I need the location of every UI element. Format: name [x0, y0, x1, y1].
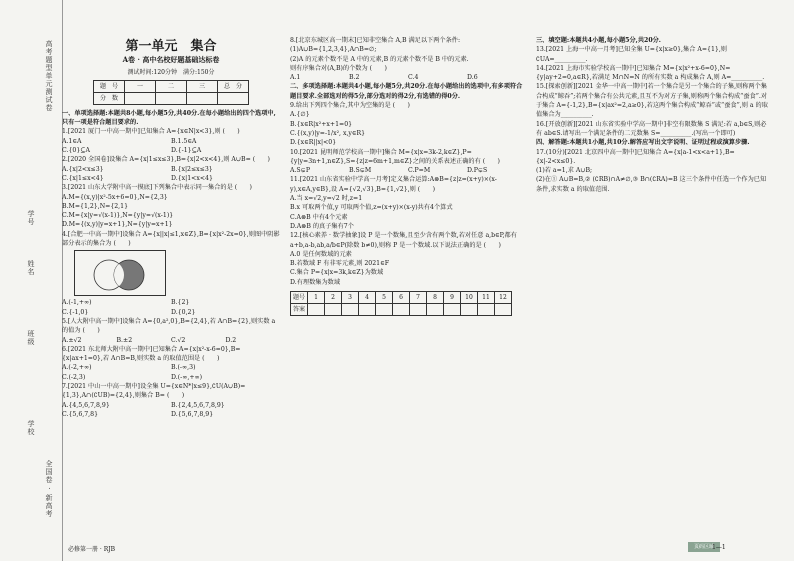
answer-table-cell: 11 — [478, 292, 495, 304]
option-item: C.4 — [408, 74, 419, 82]
answer-input-cell[interactable] — [427, 304, 444, 316]
question-line: A.当 x=√2,y=√2 时,z=1 — [290, 195, 363, 203]
page-title: 第一单元 集合 — [125, 39, 217, 54]
score-cell: 题 号 — [94, 80, 125, 92]
question-line: A.{∅} — [290, 111, 310, 119]
question-line: (2)A 的元素个数不是 A 中的元素,B 的元素个数不是 B 中的元素. — [290, 55, 469, 63]
answer-options — [62, 336, 280, 345]
question-stem: 1.[2021 厦门一中高一期中]已知集合 A={x∈N|x<3},则 ( ) — [62, 128, 240, 136]
section-heading: 二、多项选择题:本题共4小题,每小题5分,共20分.在每小题给出的选项中,有多项符合题目要求.全部选对的得5分,部分选对的得2分,有选错的得0分. — [290, 83, 523, 100]
option-item: A.1∈A — [62, 137, 82, 145]
question-line: C.{(x,y)|y=-1/x², x,y∈R} — [290, 129, 366, 137]
option-item: C.P=M — [408, 167, 431, 175]
answer-input-cell[interactable] — [478, 304, 495, 316]
score-input-cell[interactable] — [125, 92, 156, 104]
option-item: A.±√2 — [62, 336, 82, 344]
column-3-questions — [536, 36, 770, 194]
question-line: C.M={x|y=√(x-1)},N={y|y=√(x-1)} — [62, 212, 174, 220]
answer-input-cell[interactable] — [461, 304, 478, 316]
answer-options — [290, 73, 526, 82]
answer-table-cell: 5 — [376, 292, 393, 304]
option-item: A.{4,5,6,7,8,9} — [62, 401, 110, 409]
question-line: B.若数域 F 有非零元素,则 2021∈F — [290, 260, 389, 268]
answer-options — [62, 165, 280, 184]
venn-diagram — [74, 250, 166, 296]
option-item: C.{x|1≤x<4} — [62, 174, 104, 182]
option-item: C.√2 — [171, 336, 186, 344]
section-heading: 四、解答题:本题共1小题,共10分.解答应写出文字说明、证明过程或演算步骤. — [536, 139, 750, 147]
answer-input-cell[interactable] — [325, 304, 342, 316]
answer-input-cell[interactable] — [376, 304, 393, 316]
option-item: D.{-1}⊆A — [171, 147, 202, 155]
question-stem: 7.[2021 中山一中高一期中]设全集 U={x∈N*|x≤9},∁U(A∪B)={1,3},A∩(∁UB)={2,4},则集合 B= ( ) — [62, 383, 246, 400]
answer-table-cell: 答案 — [291, 304, 308, 316]
answer-options — [62, 401, 280, 420]
answer-table — [290, 291, 512, 316]
option-item: A.(-2,+∞) — [62, 364, 92, 372]
option-item: D.P⊊S — [467, 167, 488, 175]
column-2-questions — [290, 36, 526, 287]
answer-table-cell: 10 — [461, 292, 478, 304]
option-item: B.{x|2≤x≤3} — [171, 165, 213, 173]
option-item: C.{-1,0} — [62, 308, 89, 316]
score-input-cell[interactable] — [218, 92, 249, 104]
answer-input-cell[interactable] — [410, 304, 427, 316]
binding-margin — [0, 0, 63, 561]
question-line: D.M={(x,y)|y=x+1},N={y|y=x+1} — [62, 221, 173, 229]
question-line: D.A⊗B 的真子集有7个 — [290, 222, 354, 230]
question-line: (1)若 a=1,求 A∪B; — [536, 167, 593, 175]
side-footer-label: 全国卷 · 新高考 — [45, 460, 53, 518]
question-line: (2)在① A∪B=B,② (∁RB)∩A≠∅,③ B∩(∁RA)=B 这三个条件中任选一个作为已知条件,求实数 a 的取值范围. — [536, 176, 767, 193]
question-line: 则有序集合对(A,B)的个数为 ( ) — [290, 64, 387, 72]
question-line: B.x 可取两个值,y 可取两个值,z=(x+y)×(x-y)共有4个算式 — [290, 204, 453, 212]
option-item: A.(-1,+∞) — [62, 299, 92, 307]
question-line: C.集合 P={x|x=3k,k∈Z}为数域 — [290, 269, 384, 277]
question-line: C.A⊗B 中有4个元素 — [290, 213, 348, 221]
question-stem: 8.[北京东城区高一期末]已知非空集合 A,B 满足以下两个条件: — [290, 37, 461, 44]
option-item: A.1 — [290, 74, 301, 82]
question-line: (1)A∪B={1,2,3,4},A∩B=∅; — [290, 46, 377, 54]
column-3 — [536, 36, 770, 194]
option-item: D.(-∞,+∞) — [171, 373, 203, 381]
answer-table-cell: 4 — [359, 292, 376, 304]
option-item: A.{x|2<x≤3} — [62, 165, 104, 173]
option-item: B.1.5∈A — [171, 137, 197, 145]
score-cell: 二 — [156, 80, 187, 92]
page-number: 1—1 — [712, 544, 726, 551]
option-item: B.S⊊M — [349, 167, 372, 175]
score-input-cell[interactable] — [187, 92, 218, 104]
footer-edition: 必修第一册 · RJB — [68, 546, 116, 553]
score-table — [93, 80, 249, 105]
option-item: D.2 — [225, 336, 237, 344]
column-1-questions — [62, 109, 280, 419]
answer-options — [62, 298, 280, 317]
option-item: D.6 — [467, 74, 478, 82]
paper-subtitle: A卷 · 高中名校好题基础达标卷 — [122, 55, 220, 65]
option-item: B.±2 — [116, 336, 133, 344]
option-item: D.{0,2} — [171, 308, 196, 316]
venn-svg — [75, 251, 165, 295]
option-item: C.{5,6,7,8} — [62, 410, 99, 418]
answer-table-cell: 题号 — [291, 292, 308, 304]
score-cell: 总 分 — [218, 80, 249, 92]
option-item: D.{5,6,7,8,9} — [171, 410, 214, 418]
question-stem: 3.[2021 山东大学附中高一摸底]下列集合中表示同一集合的是 ( ) — [62, 184, 252, 192]
section-heading: 一、单项选择题:本题共8小题,每小题5分,共40分.在每小题给出的四个选项中,只有一项是符合题目要求的. — [62, 109, 276, 127]
answer-input-cell[interactable] — [444, 304, 461, 316]
option-item: A.S⊊P — [290, 167, 311, 175]
score-input-cell[interactable] — [156, 92, 187, 104]
question-line: D.{x∈R||x|<0} — [290, 139, 337, 147]
answer-input-cell[interactable] — [393, 304, 410, 316]
question-stem: 2.[2020 全国卷]设集合 A={x|1≤x≤3},B={x|2<x<4},则 A∪B= ( ) — [62, 156, 270, 164]
answer-table-cell: 9 — [444, 292, 461, 304]
question-stem: 5.[人大附中高一期中]设集合 A={0,a²,0},B={2,4},若 A∩B={2},则实数 a 的值为 ( ) — [62, 317, 276, 335]
question-stem: 9.给出下列四个集合,其中为空集的是 ( ) — [290, 102, 410, 110]
side-label-school: 学校 — [27, 420, 35, 436]
question-line: A.0 是任何数域的元素 — [290, 250, 352, 258]
question-stem: 13.[2021 上海一中高一月考]已知全集 U={x|x≥0},集合 A={1},则 ∁UA=__________. — [536, 46, 727, 63]
answer-table-cell: 12 — [495, 292, 512, 304]
answer-table-cell: 3 — [342, 292, 359, 304]
option-item: B.(-∞,3) — [171, 364, 196, 372]
question-stem: 14.[2021 上海市实验学校高一期中]已知集合 M={x|x²+x-6=0},N={y|ay+2=0,a∈R},若满足 M∩N=N 的所有实数 a 构成集合 A,则 A=__________. — [536, 64, 765, 82]
question-stem: 15.[探索创新][2021 金华一中高一期中]若一个集合是另一个集合的子集,则称两个集合构成“鲸吞”;若两个集合有公共元素,且互不为对方子集,则称两个集合构成“蚕食”.对于集合 A={-1,2},B={x|ax²=2,a≥0},若这两个集合构成“鲸吞”或“蚕食”,则 a 的取值集合为__________. — [536, 83, 768, 119]
question-line: D.有理数集为数域 — [290, 278, 341, 286]
question-stem: 16.[开放创新][2021 山东省实验中学高一期中]非空有限数集 S 满足:若 a,b∈S,则必有 ab∈S.请写出一个满足条件的二元数集 S=__________.(写出一个即可) — [536, 120, 767, 137]
option-item: B.2 — [349, 74, 360, 82]
column-1 — [62, 36, 280, 419]
score-cell: 分 数 — [94, 92, 125, 104]
answer-input-cell[interactable] — [308, 304, 325, 316]
option-item: B.{2} — [171, 299, 190, 307]
answer-table-cell: 8 — [427, 292, 444, 304]
score-cell: 三 — [187, 80, 218, 92]
option-item: B.{2,4,5,6,7,8,9} — [171, 401, 225, 409]
answer-input-cell[interactable] — [359, 304, 376, 316]
answer-table-cell: 2 — [325, 292, 342, 304]
score-cell: 一 — [125, 80, 156, 92]
answer-input-cell[interactable] — [495, 304, 512, 316]
question-stem: 11.[2021 山东省实验中学高一月考]定义集合运算:A⊗B={z|z=(x+y)×(x-y),x∈A,y∈B},设 A={√2,√3},B={1,√2},则 ( ) — [290, 176, 497, 193]
side-label-class: 班级 — [27, 330, 35, 346]
question-stem: 10.[2021 昆明师范学校高一期中]集合 M={x|x=3k-2,k∈Z},P={y|y=3n+1,n∈Z},S={z|z=6m+1,m∈Z}之间的关系表述正确的有 ( ) — [290, 148, 500, 165]
column-2 — [290, 36, 526, 316]
side-label-name: 姓名 — [27, 260, 35, 276]
question-stem: 4.[合肥一中高一期中]设集合 A={x||x|≤1,x∈Z},B={x|x²-2x=0},则图中阴影部分表示的集合为 ( ) — [62, 230, 280, 248]
option-item: C.{0}⊆A — [62, 147, 90, 155]
question-line: B.M={1,2},N={2,1} — [62, 202, 129, 210]
question-stem: 6.[2021 东北师大附中高一期中]已知集合 A={x|x²-x-6=0},B={x|ax+1=0},若 A∩B=B,则实数 a 的取值范围是 ( ) — [62, 345, 241, 363]
answer-options — [62, 137, 280, 156]
question-stem: 17.(10分)[2021 北京四中高一期中]已知集合 A={x|a-1<x<a+1},B={x|-2<x≤0}. — [536, 148, 735, 165]
option-item: C.(-2,3) — [62, 373, 86, 381]
option-item: D.{x|1<x<4} — [171, 174, 213, 182]
answer-table-cell: 6 — [393, 292, 410, 304]
exam-meta: 测试时间:120分钟 满分:150分 — [127, 68, 215, 76]
answer-options — [290, 166, 526, 175]
side-top-label: 高考题型单元测试卷 — [45, 40, 53, 112]
side-label-student-id: 学号 — [27, 210, 35, 226]
question-line: B.{x∈R|x²+x+1=0} — [290, 120, 353, 128]
question-line: A.M={(x,y)|x²-5x+6=0},N={2,3} — [62, 193, 168, 201]
question-stem: 12.[核心素养 · 数学抽象]设 P 是一个数集,且至少含有两个数,若对任意 a,b∈P,都有 a+b,a-b,ab,a/b∈P(除数 b≠0),则称 P 是一个数域.以下说法正确的是 ( ) — [290, 232, 517, 249]
answer-options — [62, 363, 280, 382]
section-heading: 三、填空题:本题共4小题,每小题5分,共20分. — [536, 37, 661, 44]
footer-badge: 页码区域 — [688, 542, 720, 552]
answer-table-cell: 1 — [308, 292, 325, 304]
answer-input-cell[interactable] — [342, 304, 359, 316]
answer-table-cell: 7 — [410, 292, 427, 304]
